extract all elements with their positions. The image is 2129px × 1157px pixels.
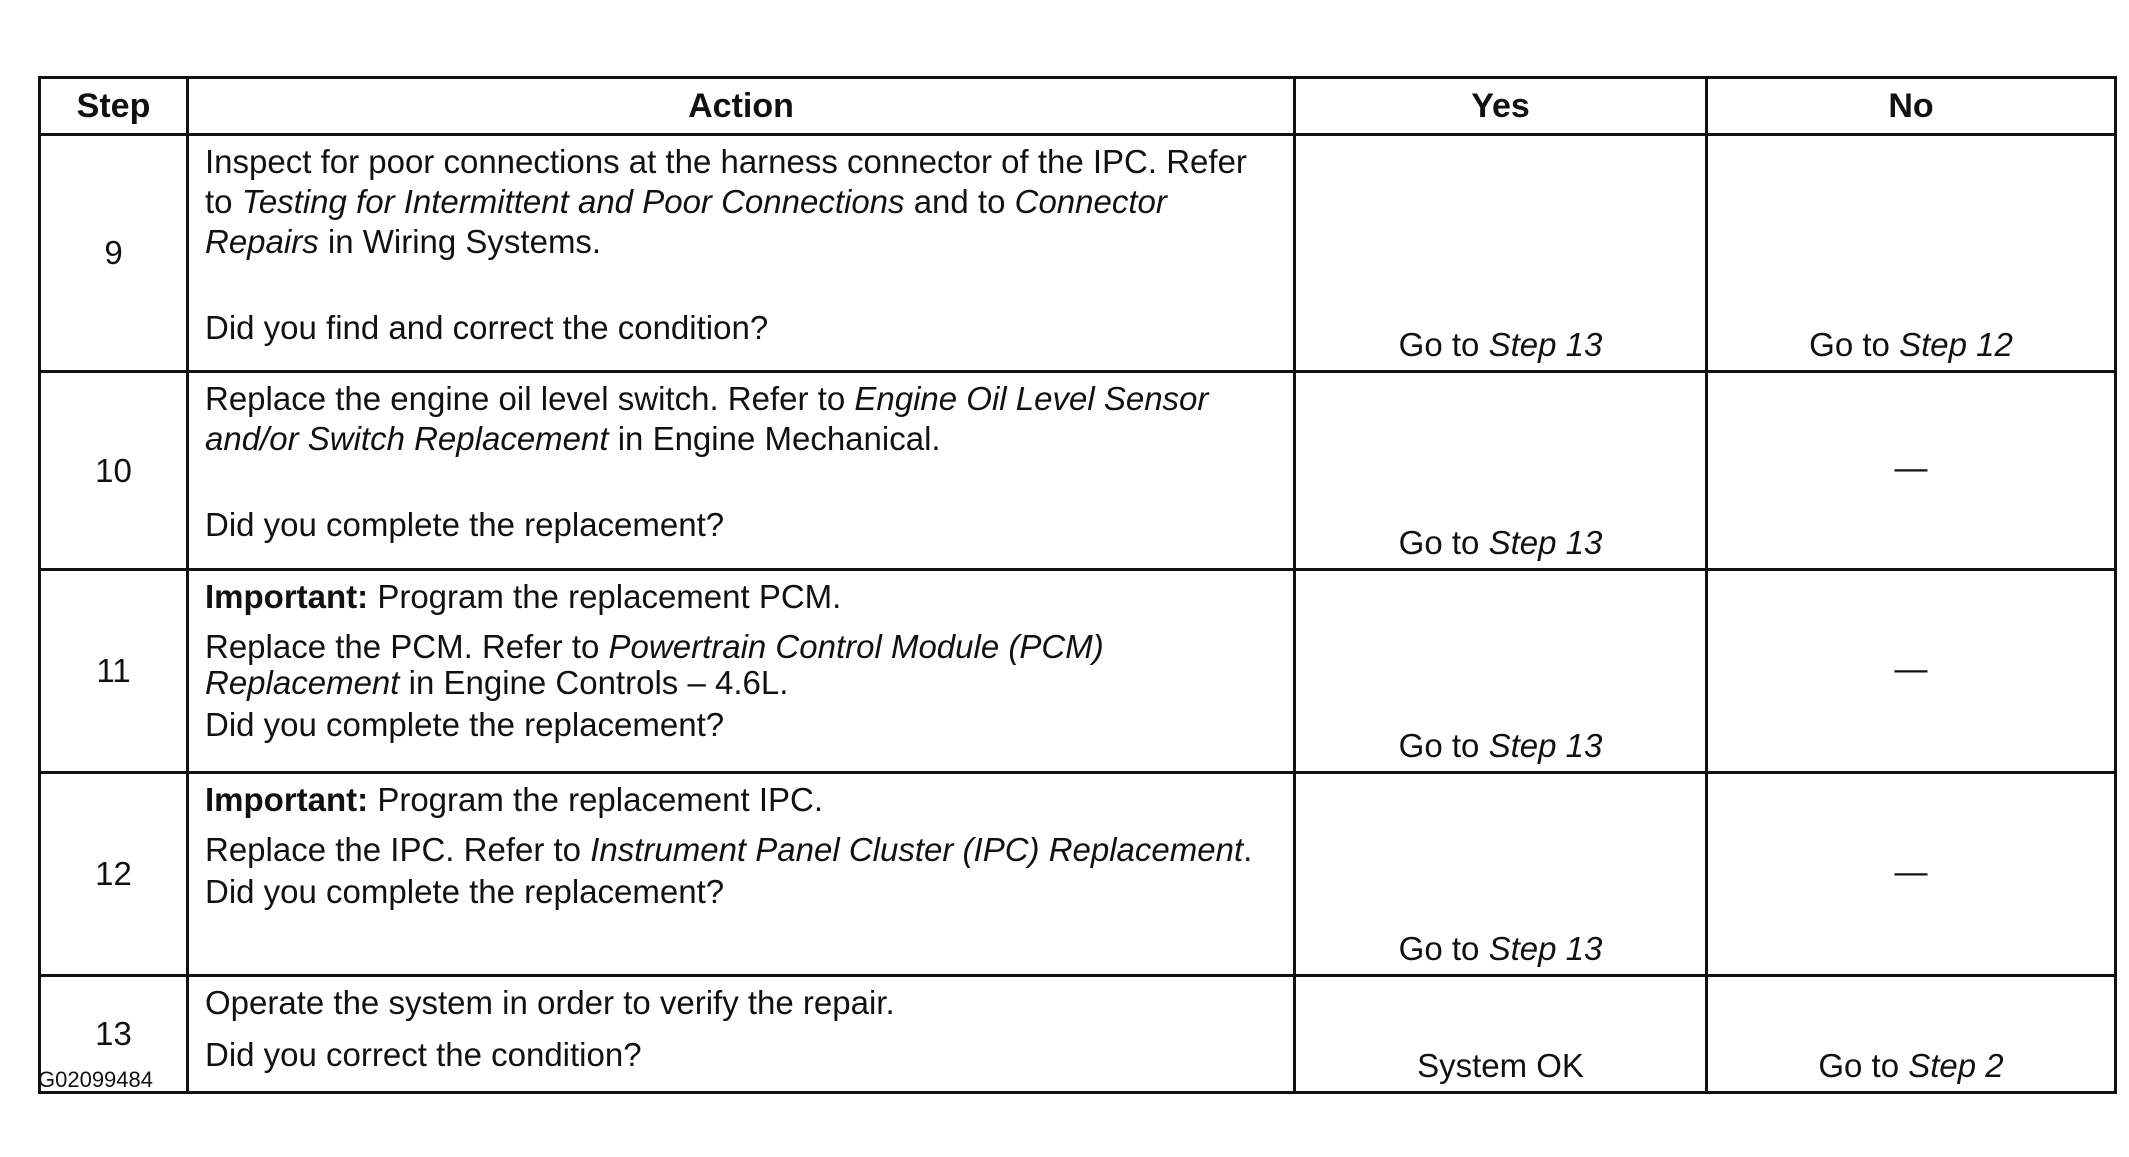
goto-text: Go to — [1398, 930, 1489, 967]
important-label: Important: — [205, 578, 369, 615]
action-question: Did you find and correct the condition? — [205, 309, 769, 346]
action-instruction — [205, 142, 1277, 262]
table-row — [40, 372, 2116, 570]
instruction-text: in Engine Controls – 4.6L. — [399, 664, 789, 701]
header-row — [40, 78, 2116, 135]
step-reference: Step 2 — [1908, 1047, 2004, 1084]
table-row — [40, 135, 2116, 372]
step-number: 11 — [40, 570, 188, 773]
header-action: Action — [188, 78, 1295, 135]
instruction-text: in Wiring Systems. — [318, 223, 602, 260]
doc-reference: Powertrain Control Module (PCM) Replacement — [205, 628, 1104, 701]
important-label: Important: — [205, 781, 369, 818]
yes-cell — [1295, 372, 1707, 570]
goto-text: Go to — [1398, 727, 1489, 764]
important-note — [205, 780, 1277, 820]
step-reference: Step 12 — [1899, 326, 2013, 363]
important-text: Program the replacement IPC. — [368, 781, 824, 818]
goto-text: Go to — [1398, 524, 1489, 561]
action-instruction — [205, 629, 1277, 701]
action-cell — [188, 135, 1295, 372]
action-cell — [188, 372, 1295, 570]
important-note — [205, 577, 1277, 617]
step-number: 10 — [40, 372, 188, 570]
yes-cell — [1295, 135, 1707, 372]
step-reference: Step 13 — [1488, 326, 1603, 363]
action-question: Did you complete the replacement? — [205, 506, 725, 543]
instruction-text: in Engine Mechanical. — [608, 420, 941, 457]
action-instruction — [205, 379, 1277, 459]
diagnostic-table — [38, 76, 2117, 1094]
goto-text: Go to — [1809, 326, 1900, 363]
instruction-text: . — [1243, 831, 1253, 868]
action-cell — [188, 773, 1295, 976]
no-cell: — — [1707, 570, 2116, 773]
table-row — [40, 773, 2116, 976]
step-reference: Step 13 — [1488, 524, 1603, 561]
table-row — [40, 976, 2116, 1093]
instruction-text: Inspect for poor connections at the harness connector of the IPC. Refer to — [205, 143, 1247, 220]
step-number: 9 — [40, 135, 188, 372]
no-cell — [1707, 135, 2116, 372]
action-question: Did you correct the condition? — [205, 1036, 642, 1073]
header-no: No — [1707, 78, 2116, 135]
doc-reference: Connector Repairs — [205, 183, 1167, 260]
step-reference: Step 13 — [1488, 930, 1603, 967]
action-instruction — [205, 832, 1277, 868]
action-question: Did you complete the replacement? — [205, 706, 725, 743]
instruction-text: Replace the PCM. Refer to — [205, 628, 609, 665]
step-number: 12 — [40, 773, 188, 976]
action-cell — [188, 570, 1295, 773]
doc-reference: Testing for Intermittent and Poor Connections — [241, 183, 905, 220]
figure-id: G02099484 — [38, 1067, 153, 1092]
action-question: Did you complete the replacement? — [205, 873, 725, 910]
step-reference: Step 13 — [1488, 727, 1603, 764]
action-cell — [188, 976, 1295, 1093]
doc-reference: Engine Oil Level Sensor and/or Switch Replacement — [205, 380, 1209, 457]
header-yes: Yes — [1295, 78, 1707, 135]
instruction-text: Replace the engine oil level switch. Refer to — [205, 380, 855, 417]
yes-cell — [1295, 773, 1707, 976]
table-row — [40, 570, 2116, 773]
no-cell — [1707, 976, 2116, 1093]
goto-text: Go to — [1398, 326, 1489, 363]
yes-cell: System OK — [1295, 976, 1707, 1093]
no-cell: — — [1707, 372, 2116, 570]
action-instruction: Operate the system in order to verify the repair. — [205, 984, 895, 1021]
step-number: 13 — [40, 976, 188, 1093]
important-text: Program the replacement PCM. — [368, 578, 842, 615]
instruction-text: and to — [904, 183, 1015, 220]
doc-reference: Instrument Panel Cluster (IPC) Replacement — [590, 831, 1244, 868]
instruction-text: Replace the IPC. Refer to — [205, 831, 591, 868]
no-cell: — — [1707, 773, 2116, 976]
header-step: Step — [40, 78, 188, 135]
yes-cell — [1295, 570, 1707, 773]
goto-text: Go to — [1818, 1047, 1909, 1084]
